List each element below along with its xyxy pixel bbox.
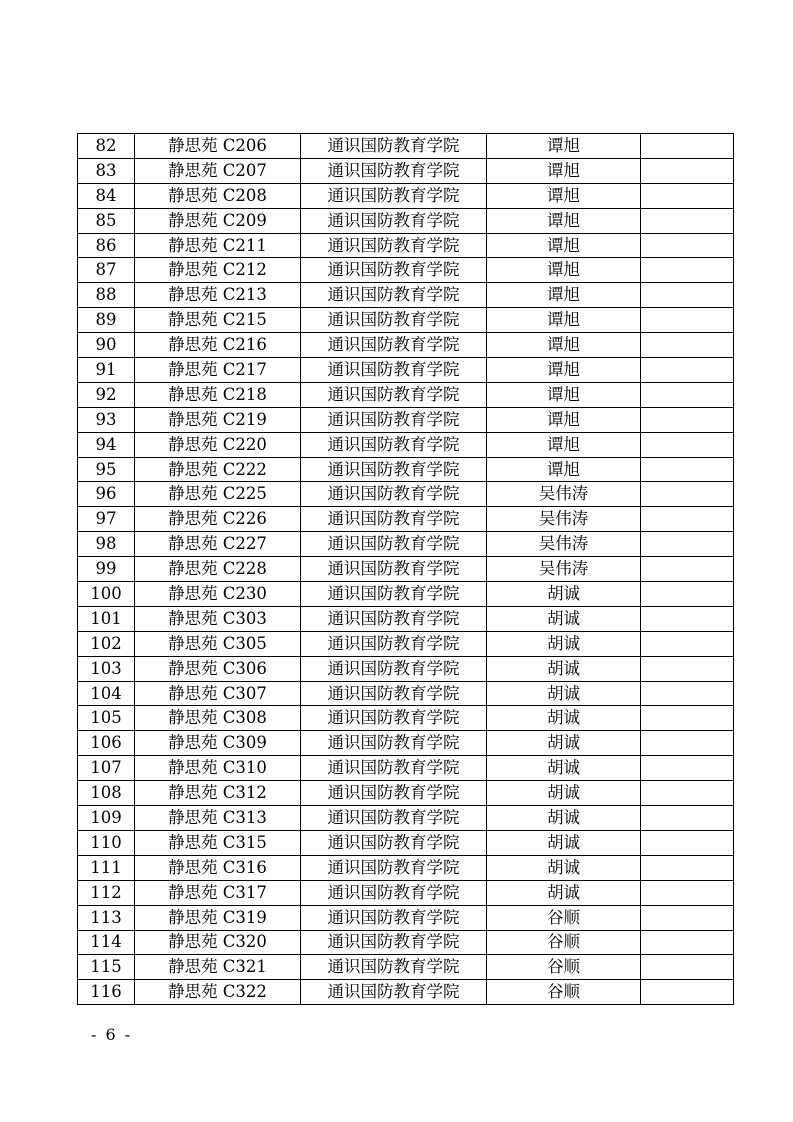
person-in-charge-cell: 谭旭: [487, 457, 641, 482]
row-number-cell: 113: [78, 905, 135, 930]
note-cell: [641, 631, 734, 656]
college-cell: 通识国防教育学院: [301, 830, 487, 855]
room-cell: 静思苑 C225: [135, 482, 301, 507]
row-number-cell: 98: [78, 532, 135, 557]
room-cell: 静思苑 C313: [135, 806, 301, 831]
room-cell: 静思苑 C209: [135, 208, 301, 233]
row-number-cell: 112: [78, 880, 135, 905]
table-row: [78, 158, 734, 183]
college-cell: 通识国防教育学院: [301, 955, 487, 980]
college-cell: 通识国防教育学院: [301, 308, 487, 333]
room-cell: 静思苑 C305: [135, 631, 301, 656]
college-cell: 通识国防教育学院: [301, 781, 487, 806]
table-row: [78, 880, 734, 905]
note-cell: [641, 980, 734, 1005]
note-cell: [641, 457, 734, 482]
row-number-cell: 108: [78, 781, 135, 806]
college-cell: 通识国防教育学院: [301, 656, 487, 681]
row-number-cell: 110: [78, 830, 135, 855]
college-cell: 通识国防教育学院: [301, 930, 487, 955]
table-row: [78, 358, 734, 383]
college-cell: 通识国防教育学院: [301, 681, 487, 706]
note-cell: [641, 656, 734, 681]
person-in-charge-cell: 谭旭: [487, 308, 641, 333]
table-row: [78, 208, 734, 233]
person-in-charge-cell: 胡诚: [487, 656, 641, 681]
table-row: [78, 582, 734, 607]
table-row: [78, 930, 734, 955]
room-cell: 静思苑 C321: [135, 955, 301, 980]
room-cell: 静思苑 C213: [135, 283, 301, 308]
table-row: [78, 781, 734, 806]
note-cell: [641, 134, 734, 159]
note-cell: [641, 681, 734, 706]
person-in-charge-cell: 胡诚: [487, 806, 641, 831]
person-in-charge-cell: 谷顺: [487, 980, 641, 1005]
row-number-cell: 109: [78, 806, 135, 831]
room-cell: 静思苑 C206: [135, 134, 301, 159]
note-cell: [641, 283, 734, 308]
row-number-cell: 93: [78, 407, 135, 432]
row-number-cell: 105: [78, 706, 135, 731]
person-in-charge-cell: 谭旭: [487, 233, 641, 258]
note-cell: [641, 407, 734, 432]
table-row: [78, 183, 734, 208]
note-cell: [641, 382, 734, 407]
table-row: [78, 756, 734, 781]
note-cell: [641, 855, 734, 880]
table-row: [78, 283, 734, 308]
person-in-charge-cell: 谭旭: [487, 258, 641, 283]
college-cell: 通识国防教育学院: [301, 333, 487, 358]
college-cell: 通识国防教育学院: [301, 880, 487, 905]
row-number-cell: 92: [78, 382, 135, 407]
college-cell: 通识国防教育学院: [301, 532, 487, 557]
note-cell: [641, 706, 734, 731]
table-row: [78, 806, 734, 831]
room-cell: 静思苑 C216: [135, 333, 301, 358]
table-row: [78, 557, 734, 582]
note-cell: [641, 557, 734, 582]
person-in-charge-cell: 吴伟涛: [487, 482, 641, 507]
table-row: [78, 855, 734, 880]
table-row: [78, 980, 734, 1005]
table-row: [78, 905, 734, 930]
note-cell: [641, 955, 734, 980]
note-cell: [641, 880, 734, 905]
table-row: [78, 432, 734, 457]
table-row: [78, 955, 734, 980]
note-cell: [641, 532, 734, 557]
room-cell: 静思苑 C212: [135, 258, 301, 283]
row-number-cell: 96: [78, 482, 135, 507]
table-row: [78, 532, 734, 557]
note-cell: [641, 358, 734, 383]
dormitory-table-body: [78, 134, 734, 1005]
room-cell: 静思苑 C215: [135, 308, 301, 333]
table-row: [78, 606, 734, 631]
note-cell: [641, 606, 734, 631]
college-cell: 通识国防教育学院: [301, 208, 487, 233]
note-cell: [641, 258, 734, 283]
room-cell: 静思苑 C306: [135, 656, 301, 681]
row-number-cell: 89: [78, 308, 135, 333]
person-in-charge-cell: 胡诚: [487, 582, 641, 607]
table-row: [78, 382, 734, 407]
note-cell: [641, 507, 734, 532]
row-number-cell: 111: [78, 855, 135, 880]
college-cell: 通识国防教育学院: [301, 258, 487, 283]
table-row: [78, 631, 734, 656]
person-in-charge-cell: 胡诚: [487, 731, 641, 756]
college-cell: 通识国防教育学院: [301, 158, 487, 183]
college-cell: 通识国防教育学院: [301, 582, 487, 607]
table-row: [78, 830, 734, 855]
room-cell: 静思苑 C228: [135, 557, 301, 582]
person-in-charge-cell: 谭旭: [487, 183, 641, 208]
person-in-charge-cell: 胡诚: [487, 781, 641, 806]
table-row: [78, 681, 734, 706]
room-cell: 静思苑 C319: [135, 905, 301, 930]
college-cell: 通识国防教育学院: [301, 507, 487, 532]
college-cell: 通识国防教育学院: [301, 134, 487, 159]
table-row: [78, 333, 734, 358]
college-cell: 通识国防教育学院: [301, 482, 487, 507]
college-cell: 通识国防教育学院: [301, 706, 487, 731]
person-in-charge-cell: 谭旭: [487, 432, 641, 457]
row-number-cell: 95: [78, 457, 135, 482]
college-cell: 通识国防教育学院: [301, 407, 487, 432]
room-cell: 静思苑 C307: [135, 681, 301, 706]
table-row: [78, 258, 734, 283]
note-cell: [641, 482, 734, 507]
table-row: [78, 457, 734, 482]
room-cell: 静思苑 C322: [135, 980, 301, 1005]
row-number-cell: 90: [78, 333, 135, 358]
college-cell: 通识国防教育学院: [301, 980, 487, 1005]
table-row: [78, 134, 734, 159]
person-in-charge-cell: 谭旭: [487, 333, 641, 358]
college-cell: 通识国防教育学院: [301, 606, 487, 631]
person-in-charge-cell: 胡诚: [487, 631, 641, 656]
person-in-charge-cell: 谭旭: [487, 382, 641, 407]
note-cell: [641, 582, 734, 607]
room-cell: 静思苑 C308: [135, 706, 301, 731]
note-cell: [641, 308, 734, 333]
row-number-cell: 87: [78, 258, 135, 283]
note-cell: [641, 183, 734, 208]
person-in-charge-cell: 谷顺: [487, 955, 641, 980]
table-row: [78, 656, 734, 681]
room-cell: 静思苑 C317: [135, 880, 301, 905]
room-cell: 静思苑 C310: [135, 756, 301, 781]
note-cell: [641, 333, 734, 358]
person-in-charge-cell: 吴伟涛: [487, 507, 641, 532]
college-cell: 通识国防教育学院: [301, 233, 487, 258]
person-in-charge-cell: 胡诚: [487, 880, 641, 905]
row-number-cell: 84: [78, 183, 135, 208]
person-in-charge-cell: 谭旭: [487, 158, 641, 183]
room-cell: 静思苑 C208: [135, 183, 301, 208]
person-in-charge-cell: 吴伟涛: [487, 532, 641, 557]
row-number-cell: 82: [78, 134, 135, 159]
room-cell: 静思苑 C217: [135, 358, 301, 383]
note-cell: [641, 208, 734, 233]
row-number-cell: 101: [78, 606, 135, 631]
note-cell: [641, 806, 734, 831]
room-cell: 静思苑 C226: [135, 507, 301, 532]
table-row: [78, 731, 734, 756]
person-in-charge-cell: 谷顺: [487, 905, 641, 930]
row-number-cell: 99: [78, 557, 135, 582]
person-in-charge-cell: 吴伟涛: [487, 557, 641, 582]
row-number-cell: 104: [78, 681, 135, 706]
room-cell: 静思苑 C219: [135, 407, 301, 432]
person-in-charge-cell: 谭旭: [487, 358, 641, 383]
row-number-cell: 86: [78, 233, 135, 258]
room-cell: 静思苑 C211: [135, 233, 301, 258]
note-cell: [641, 830, 734, 855]
row-number-cell: 103: [78, 656, 135, 681]
college-cell: 通识国防教育学院: [301, 756, 487, 781]
college-cell: 通识国防教育学院: [301, 631, 487, 656]
person-in-charge-cell: 谭旭: [487, 407, 641, 432]
table-row: [78, 407, 734, 432]
table-row: [78, 706, 734, 731]
college-cell: 通识国防教育学院: [301, 358, 487, 383]
row-number-cell: 107: [78, 756, 135, 781]
person-in-charge-cell: 胡诚: [487, 606, 641, 631]
note-cell: [641, 731, 734, 756]
row-number-cell: 85: [78, 208, 135, 233]
room-cell: 静思苑 C207: [135, 158, 301, 183]
row-number-cell: 115: [78, 955, 135, 980]
college-cell: 通识国防教育学院: [301, 905, 487, 930]
person-in-charge-cell: 谭旭: [487, 134, 641, 159]
person-in-charge-cell: 胡诚: [487, 855, 641, 880]
room-cell: 静思苑 C316: [135, 855, 301, 880]
page-number: - 6 -: [91, 1025, 133, 1044]
room-cell: 静思苑 C320: [135, 930, 301, 955]
college-cell: 通识国防教育学院: [301, 731, 487, 756]
row-number-cell: 83: [78, 158, 135, 183]
person-in-charge-cell: 胡诚: [487, 830, 641, 855]
room-cell: 静思苑 C315: [135, 830, 301, 855]
note-cell: [641, 756, 734, 781]
row-number-cell: 116: [78, 980, 135, 1005]
college-cell: 通识国防教育学院: [301, 557, 487, 582]
row-number-cell: 91: [78, 358, 135, 383]
room-cell: 静思苑 C309: [135, 731, 301, 756]
college-cell: 通识国防教育学院: [301, 382, 487, 407]
college-cell: 通识国防教育学院: [301, 183, 487, 208]
row-number-cell: 100: [78, 582, 135, 607]
table-row: [78, 507, 734, 532]
person-in-charge-cell: 胡诚: [487, 681, 641, 706]
room-cell: 静思苑 C218: [135, 382, 301, 407]
row-number-cell: 88: [78, 283, 135, 308]
college-cell: 通识国防教育学院: [301, 806, 487, 831]
table-row: [78, 308, 734, 333]
room-cell: 静思苑 C222: [135, 457, 301, 482]
note-cell: [641, 781, 734, 806]
row-number-cell: 94: [78, 432, 135, 457]
person-in-charge-cell: 谭旭: [487, 283, 641, 308]
person-in-charge-cell: 谷顺: [487, 930, 641, 955]
row-number-cell: 106: [78, 731, 135, 756]
table-row: [78, 233, 734, 258]
row-number-cell: 102: [78, 631, 135, 656]
row-number-cell: 97: [78, 507, 135, 532]
college-cell: 通识国防教育学院: [301, 432, 487, 457]
person-in-charge-cell: 胡诚: [487, 706, 641, 731]
room-cell: 静思苑 C303: [135, 606, 301, 631]
room-cell: 静思苑 C220: [135, 432, 301, 457]
college-cell: 通识国防教育学院: [301, 283, 487, 308]
room-cell: 静思苑 C312: [135, 781, 301, 806]
college-cell: 通识国防教育学院: [301, 457, 487, 482]
note-cell: [641, 905, 734, 930]
note-cell: [641, 432, 734, 457]
note-cell: [641, 158, 734, 183]
row-number-cell: 114: [78, 930, 135, 955]
table-row: [78, 482, 734, 507]
college-cell: 通识国防教育学院: [301, 855, 487, 880]
note-cell: [641, 233, 734, 258]
dormitory-table: [77, 133, 734, 1005]
person-in-charge-cell: 谭旭: [487, 208, 641, 233]
room-cell: 静思苑 C227: [135, 532, 301, 557]
note-cell: [641, 930, 734, 955]
person-in-charge-cell: 胡诚: [487, 756, 641, 781]
room-cell: 静思苑 C230: [135, 582, 301, 607]
